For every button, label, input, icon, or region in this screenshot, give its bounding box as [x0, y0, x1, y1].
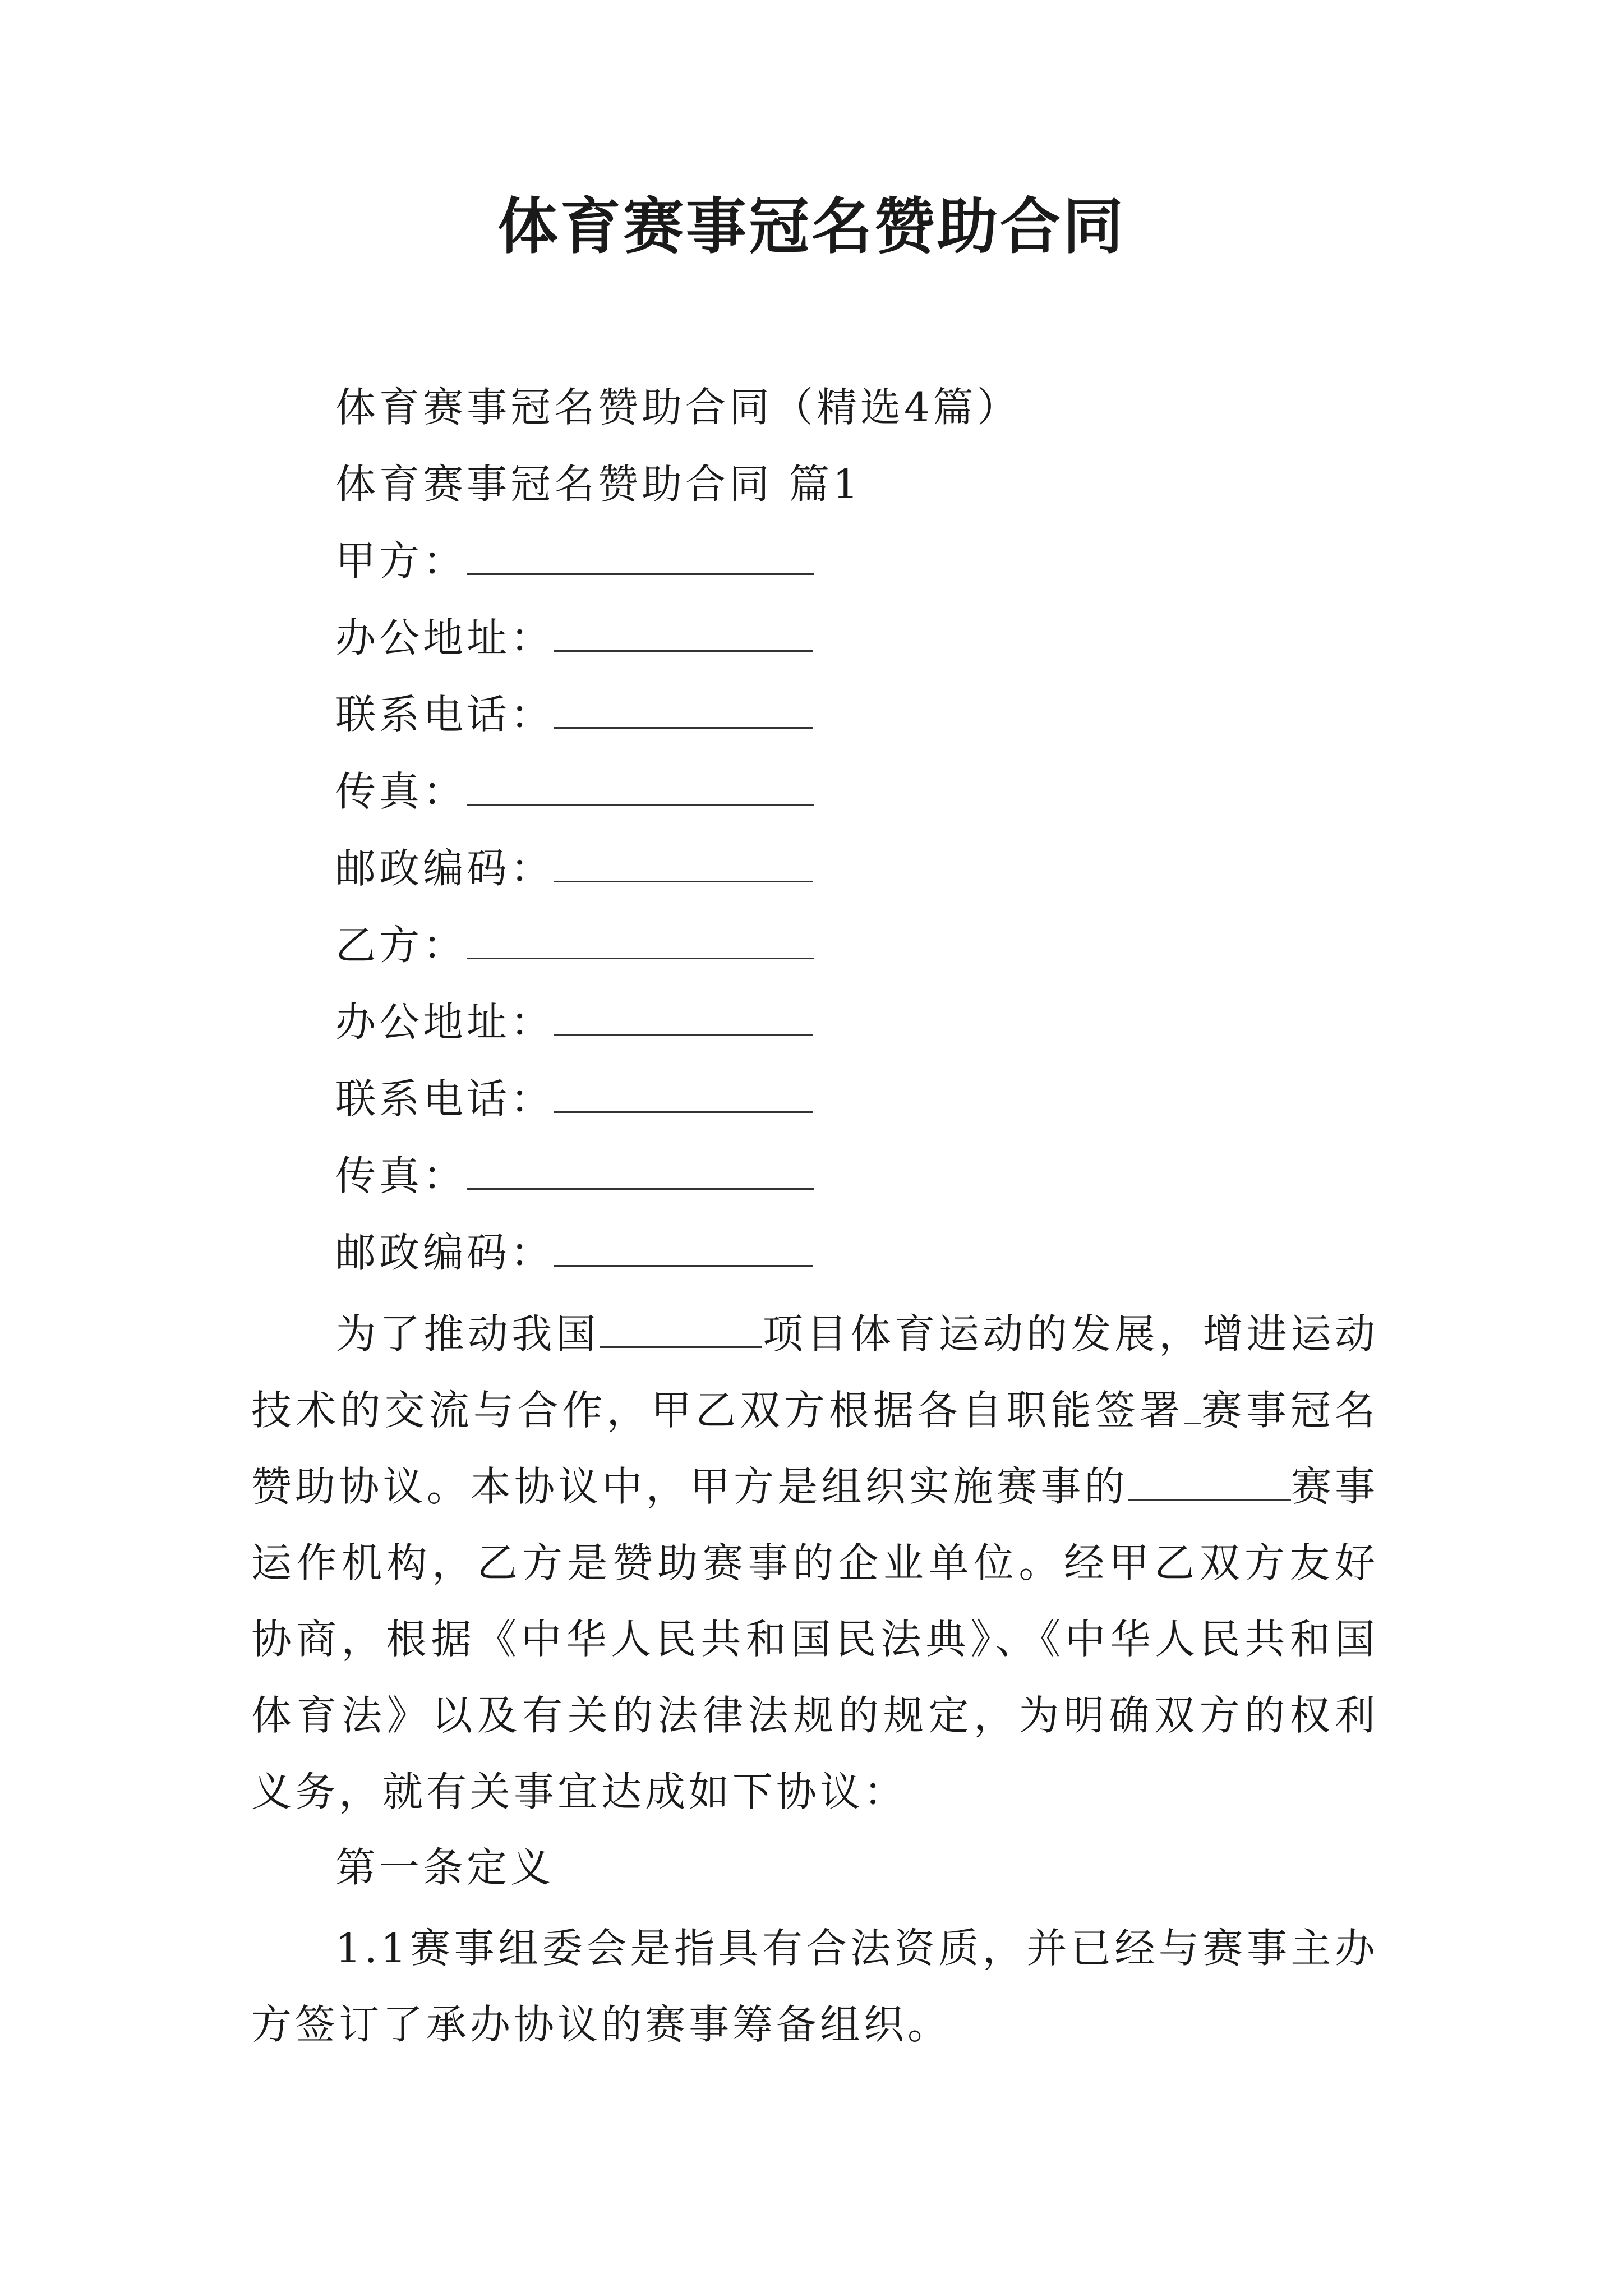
party-b-address-label: 办公地址： [335, 999, 555, 1046]
event-name-blank [1184, 1391, 1201, 1424]
party-a-postcode-blank [554, 849, 813, 882]
party-a-postcode-row [335, 845, 813, 892]
party-b-phone-row [335, 1075, 813, 1122]
article-1-clause-1-1 [251, 1910, 1378, 2063]
party-a-name-row [335, 537, 814, 585]
party-a-address-label: 办公地址： [335, 614, 555, 661]
party-a-fax-label: 传真： [335, 768, 467, 815]
party-a-fax-blank [467, 772, 814, 806]
party-a-address-row [335, 614, 813, 661]
party-b-address-blank [554, 1003, 813, 1036]
party-a-address-blank [554, 619, 813, 652]
document-title: 体育赛事冠名赞助合同 [497, 191, 1126, 262]
party-a-name-label: 甲方： [335, 537, 467, 585]
intro-part-2: 项目体育运动的发展，增进运动技术的交流与合作，甲乙双方根据各自职能签署 [251, 1310, 1378, 1434]
sport-item-blank [600, 1315, 762, 1348]
party-b-phone-label: 联系电话： [335, 1075, 555, 1122]
party-b-postcode-label: 邮政编码： [335, 1229, 555, 1276]
document-subtitle: 体育赛事冠名赞助合同（精选4篇） [335, 384, 1021, 431]
party-a-name-blank [467, 542, 814, 575]
party-b-phone-blank [554, 1080, 813, 1113]
party-a-phone-label: 联系电话： [335, 691, 555, 738]
intro-part-4: 赛事运作机构，乙方是赞助赛事的企业单位。经甲乙双方友好协商，根据《中华人民共和国民法典》、《中华人民共和国体育法》以及有关的法律法规的规定，为明确双方的权利义务，就有关事宜达成如下协议： [251, 1463, 1378, 1815]
party-b-postcode-blank [554, 1234, 813, 1267]
event-org-blank [1128, 1467, 1291, 1501]
intro-paragraph [251, 1296, 1378, 1830]
party-b-name-blank [467, 926, 814, 959]
party-b-name-row [335, 922, 814, 969]
intro-part-3: 赛事冠名赞助协议。本协议中，甲方是组织实施赛事的 [251, 1387, 1378, 1510]
party-b-fax-label: 传真： [335, 1152, 467, 1199]
party-b-fax-blank [467, 1157, 814, 1190]
party-b-name-label: 乙方： [335, 922, 467, 969]
clause-1-1-text: 1.1赛事组委会是指具有合法资质，并已经与赛事主办方签订了承办协议的赛事筹备组织。 [251, 1925, 1378, 2048]
party-b-postcode-row [335, 1229, 813, 1276]
party-b-fax-row [335, 1152, 814, 1199]
section-heading: 体育赛事冠名赞助合同 篇1 [335, 461, 862, 508]
party-a-postcode-label: 邮政编码： [335, 845, 555, 892]
intro-part-1: 为了推动我国 [335, 1310, 600, 1358]
party-a-phone-row [335, 691, 813, 738]
party-a-phone-blank [554, 696, 813, 729]
party-a-fax-row [335, 768, 814, 815]
article-1-heading: 第一条定义 [335, 1844, 555, 1891]
party-b-address-row [335, 999, 813, 1046]
